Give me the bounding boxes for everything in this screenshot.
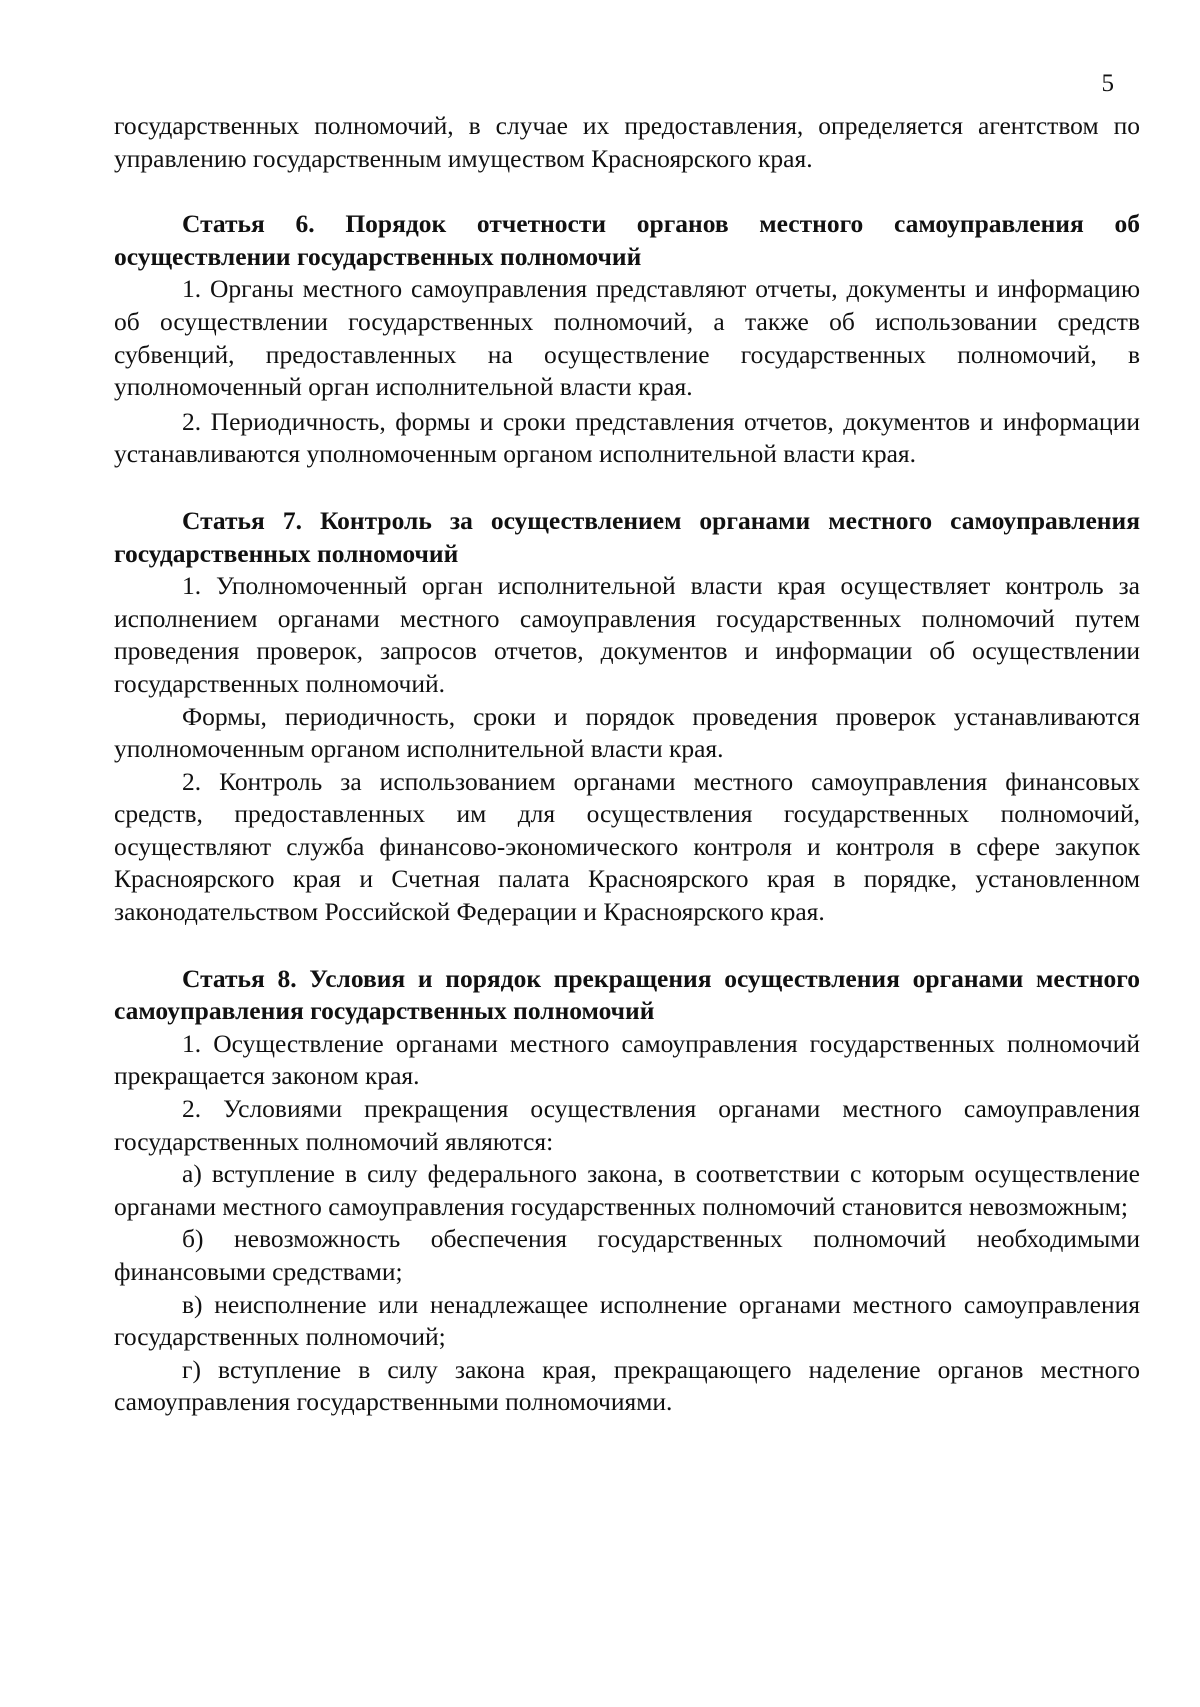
article-7-paragraph-2: 2. Контроль за использованием органами местного самоуправления финансовых средств, предоставленных им для осуществления государственных полномочий, осуществляют служба финансово-экономического контроля и контроля в сфере закупок Красноярского края и Счетная палата Красноярского края в порядке, установленном законодательством Российской Федерации и Красноярского края. bbox=[114, 766, 1140, 927]
article-7-paragraph-1: 1. Уполномоченный орган исполнительной власти края осуществляет контроль за исполнением органами местного самоуправления государственных полномочий путем проведения проверок, запросов отчетов, документов и информации об осуществлении государственных полномочий. bbox=[114, 571, 1140, 698]
article-8-item-d: г) вступление в силу закона края, прекращающего наделение органов местного самоуправления государственными полномочиями. bbox=[114, 1354, 1140, 1417]
article-6-paragraph-1: 1. Органы местного самоуправления представляют отчеты, документы и информацию об осуществлении государственных полномочий, а также об использовании средств субвенций, предоставленных на осуществление государственных полномочий, в уполномоченный орган исполнительной власти края. bbox=[114, 274, 1140, 402]
article-6-heading: Статья 6. Порядок отчетности органов местного самоуправления об осуществлении государственных полномочий bbox=[114, 209, 1140, 271]
intro-paragraph: государственных полномочий, в случае их предоставления, определяется агентством по управлению государственным имуществом Красноярского края. bbox=[114, 111, 1140, 173]
article-8-paragraph-1: 1. Осуществление органами местного самоуправления государственных полномочий прекращается законом края. bbox=[114, 1028, 1140, 1091]
document-body bbox=[114, 110, 1140, 1419]
article-7-paragraph-1b: Формы, периодичность, сроки и порядок проведения проверок устанавливаются уполномоченным органом исполнительной власти края. bbox=[114, 701, 1140, 764]
article-8-item-c: в) неисполнение или ненадлежащее исполнение органами местного самоуправления государственных полномочий; bbox=[114, 1289, 1140, 1352]
article-8-paragraph-2: 2. Условиями прекращения осуществления органами местного самоуправления государственных полномочий являются: bbox=[114, 1094, 1140, 1156]
article-8-heading: Статья 8. Условия и порядок прекращения осуществления органами местного самоуправления государственных полномочий bbox=[114, 963, 1140, 1026]
article-7-heading: Статья 7. Контроль за осуществлением органами местного самоуправления государственных полномочий bbox=[114, 505, 1140, 568]
article-6-paragraph-2: 2. Периодичность, формы и сроки представления отчетов, документов и информации устанавливаются уполномоченным органом исполнительной власти края. bbox=[114, 406, 1140, 469]
page-number: 5 bbox=[1101, 70, 1114, 97]
article-8-item-b: б) невозможность обеспечения государственных полномочий необходимыми финансовыми средствами; bbox=[114, 1224, 1140, 1286]
article-8-item-a: а) вступление в силу федерального закона, в соответствии с которым осуществление органами местного самоуправления государственных полномочий становится невозможным; bbox=[114, 1159, 1140, 1221]
